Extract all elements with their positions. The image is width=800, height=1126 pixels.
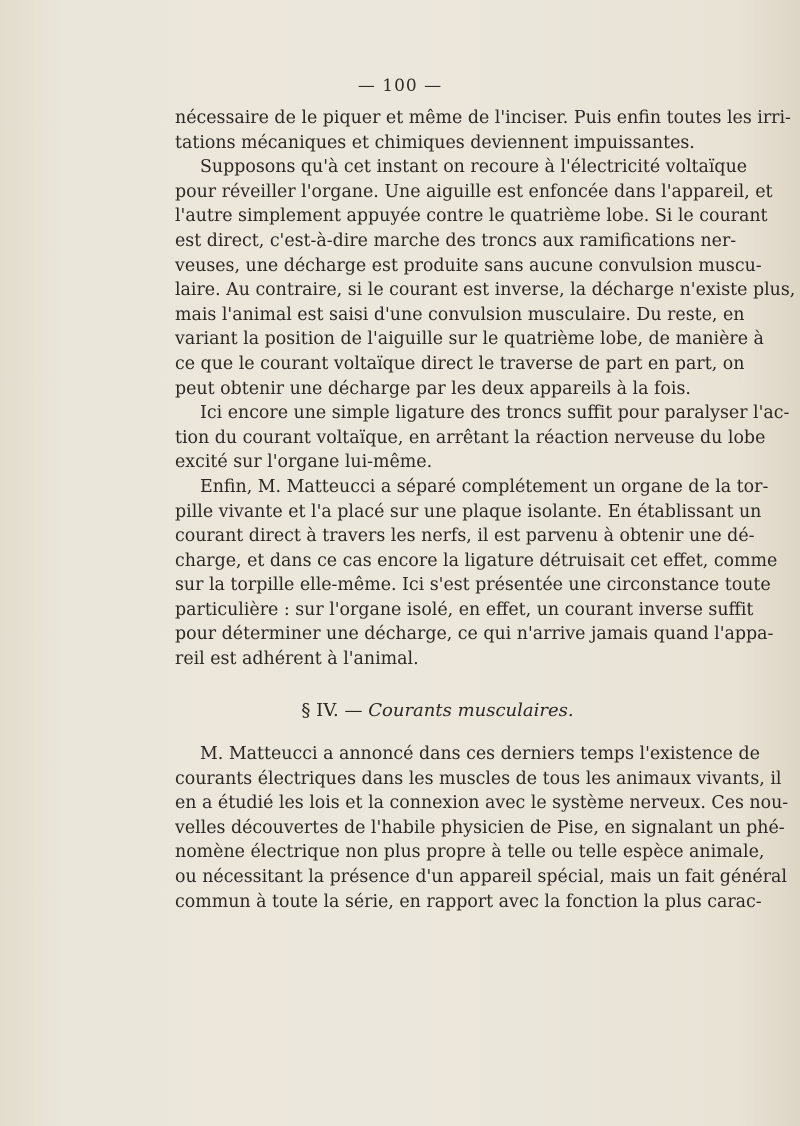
text-line: charge, et dans ce cas encore la ligature détruisait cet effet, comme (175, 550, 778, 571)
text-line: pille vivante et l'a placé sur une plaque isolante. En établissant un (175, 501, 762, 522)
text-line: sur la torpille elle-même. Ici s'est présentée une circonstance toute (175, 575, 771, 596)
text-line: velles découvertes de l'habile physicien de Pise, en signalant un phé- (175, 817, 785, 838)
text-line: commun à toute la série, en rapport avec la fonction la plus carac- (175, 891, 762, 912)
text-line: pour réveiller l'organe. Une aiguille est enfoncée dans l'appareil, et (175, 181, 773, 202)
text-line: particulière : sur l'organe isolé, en effet, un courant inverse suffit (175, 599, 754, 620)
text-line: tations mécaniques et chimiques deviennent impuissantes. (175, 132, 695, 153)
section-number: § IV. — (301, 700, 363, 721)
text-line: nécessaire de le piquer et même de l'inciser. Puis enfin toutes les irri- (175, 108, 791, 128)
text-line: Enfin, M. Matteucci a séparé complétement un organe de la tor- (200, 476, 769, 497)
text-line: l'autre simplement appuyée contre le quatrième lobe. Si le courant (175, 206, 768, 227)
body-text-bottom (175, 742, 789, 914)
text-line: courant direct à travers les nerfs, il est parvenu à obtenir une dé- (175, 526, 755, 547)
text-line: pour déterminer une décharge, ce qui n'arrive jamais quand l'appa- (175, 624, 774, 645)
text-line: nomène électrique non plus propre à telle ou telle espèce animale, (175, 842, 765, 863)
text-line: excité sur l'organe lui-même. (175, 452, 433, 473)
text-line: mais l'animal est saisi d'une convulsion musculaire. Du reste, en (175, 304, 745, 325)
text-line: Supposons qu'à cet instant on recoure à l'électricité voltaïque (200, 157, 748, 178)
text-line: courants électriques dans les muscles de tous les animaux vivants, il (175, 768, 782, 789)
text-line: reil est adhérent à l'animal. (175, 649, 419, 670)
body-text-top (175, 106, 796, 672)
text-line: tion du courant voltaïque, en arrêtant la réaction nerveuse du lobe (175, 427, 766, 448)
text-line: en a étudié les lois et la connexion avec le système nerveux. Ces nou- (175, 793, 789, 814)
text-line: peut obtenir une décharge par les deux appareils à la fois. (175, 378, 691, 399)
text-line: variant la position de l'aiguille sur le quatrième lobe, de manière à (175, 329, 764, 350)
text-line: est direct, c'est-à-dire marche des troncs aux ramifications ner- (175, 230, 737, 251)
text-line: laire. Au contraire, si le courant est inverse, la décharge n'existe plus, (175, 280, 796, 301)
text-line: veuses, une décharge est produite sans aucune convulsion muscu- (175, 255, 762, 276)
section-title: Courants musculaires. (368, 700, 574, 721)
text-line: Ici encore une simple ligature des troncs suffit pour paralyser l'ac- (200, 403, 790, 424)
text-line: ou nécessitant la présence d'un appareil spécial, mais un fait général (175, 866, 787, 887)
section-heading (0, 700, 800, 721)
text-line: ce que le courant voltaïque direct le traverse de part en part, on (175, 353, 745, 374)
text-line: M. Matteucci a annoncé dans ces derniers temps l'existence de (200, 744, 760, 764)
page-number: — 100 — (357, 76, 443, 96)
